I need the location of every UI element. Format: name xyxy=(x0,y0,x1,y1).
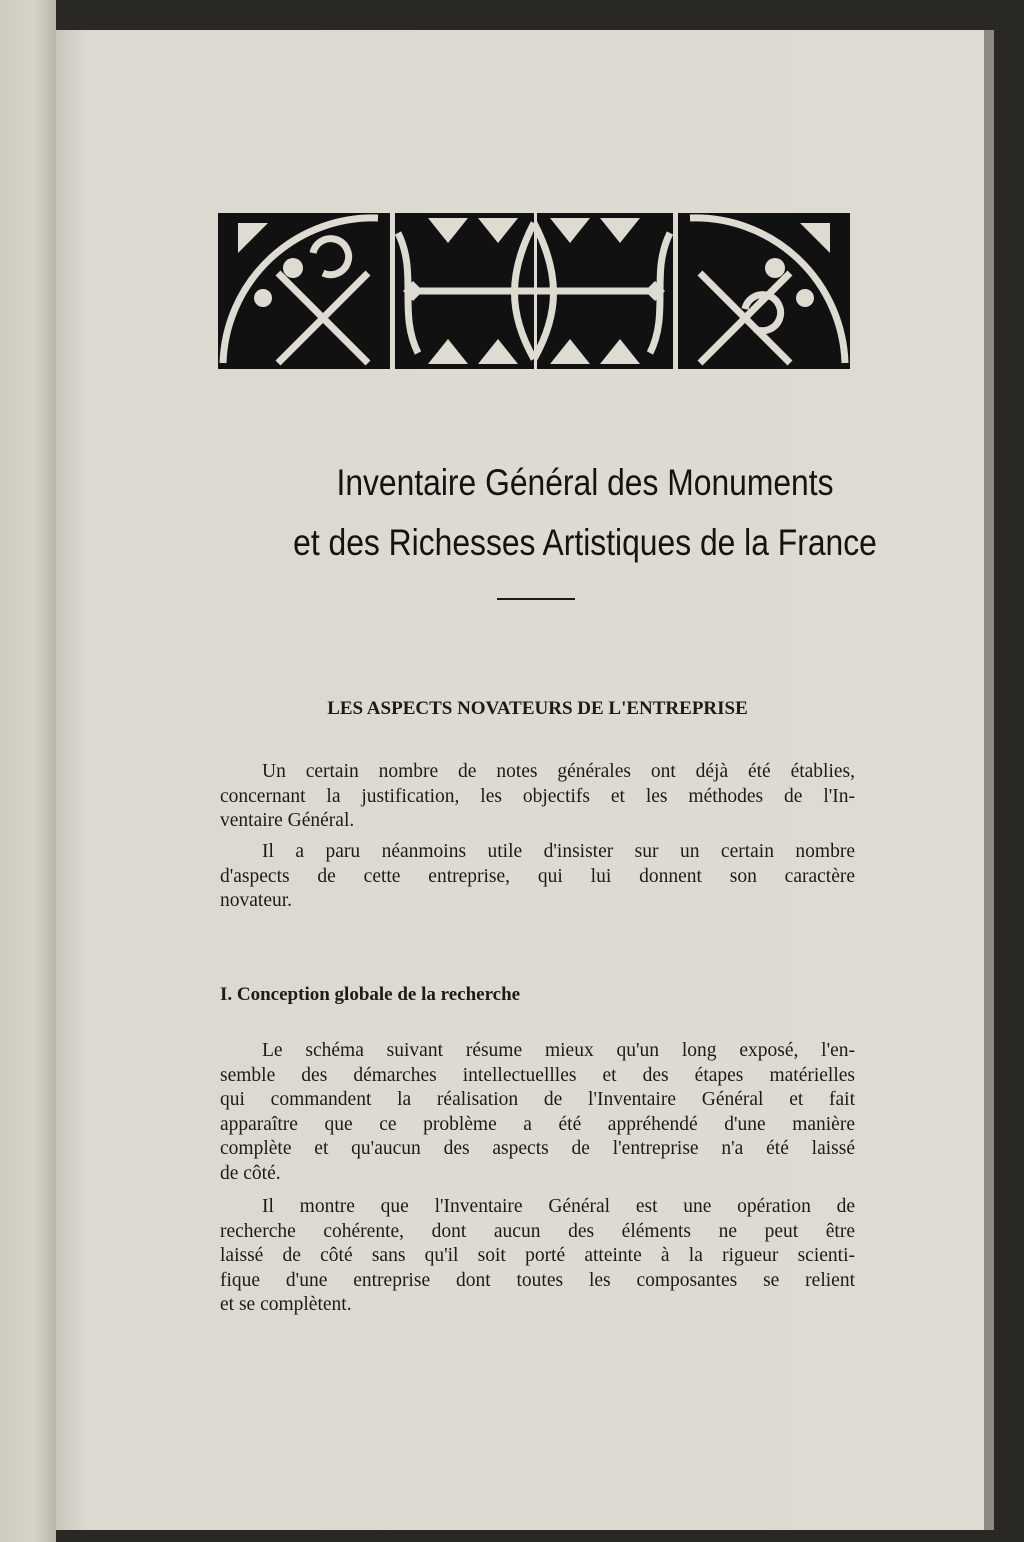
text-line: de côté. xyxy=(220,1162,281,1184)
text-line: recherche cohérente, dont aucun des éléments ne peut être xyxy=(220,1220,855,1242)
intro-paragraph-1 xyxy=(220,760,855,834)
text-line: Il montre que l'Inventaire Général est une opération de xyxy=(262,1196,855,1217)
text-line: Il a paru néanmoins utile d'insister sur un certain nombre xyxy=(262,841,855,862)
text-line: Le schéma suivant résume mieux qu'un long exposé, l'en- xyxy=(262,1040,855,1061)
left-page-edge xyxy=(0,0,56,1542)
text-line: et se complètent. xyxy=(220,1294,352,1315)
text-line: fique d'une entreprise dont toutes les composantes se relient xyxy=(220,1269,855,1291)
document-title-line-2: et des Richesses Artistiques de la France xyxy=(293,522,877,563)
subsection-paragraph-2 xyxy=(220,1195,855,1318)
text-line: laissé de côté sans qu'il soit porté atteinte à la rigueur scienti- xyxy=(220,1245,855,1266)
text-line: Un certain nombre de notes générales ont déjà été établies, xyxy=(262,761,855,782)
text-line: concernant la justification, les objectifs et les méthodes de l'In- xyxy=(220,785,855,807)
section-heading: LES ASPECTS NOVATEURS DE L'ENTREPRISE xyxy=(327,698,748,719)
text-line: novateur. xyxy=(220,890,293,911)
text-line: ventaire Général. xyxy=(220,810,355,831)
decorative-ornament-banner xyxy=(218,213,850,369)
title-divider xyxy=(497,598,575,600)
document-title-line-1: Inventaire Général des Monuments xyxy=(336,462,834,503)
text-line: apparaître que ce problème a été appréhendé d'une manière xyxy=(220,1113,855,1135)
text-line: complète et qu'aucun des aspects de l'entreprise n'a été laissé xyxy=(220,1138,855,1159)
subsection-paragraph-1 xyxy=(220,1039,855,1186)
text-line: qui commandent la réalisation de l'Inventaire Général et fait xyxy=(220,1089,855,1110)
text-line: d'aspects de cette entreprise, qui lui donnent son caractère xyxy=(220,865,855,887)
text-line: semble des démarches intellectuellles et des étapes matérielles xyxy=(220,1064,855,1086)
page-edge xyxy=(984,30,994,1530)
subsection-heading: I. Conception globale de la recherche xyxy=(220,984,521,1005)
intro-paragraph-2 xyxy=(220,840,855,914)
